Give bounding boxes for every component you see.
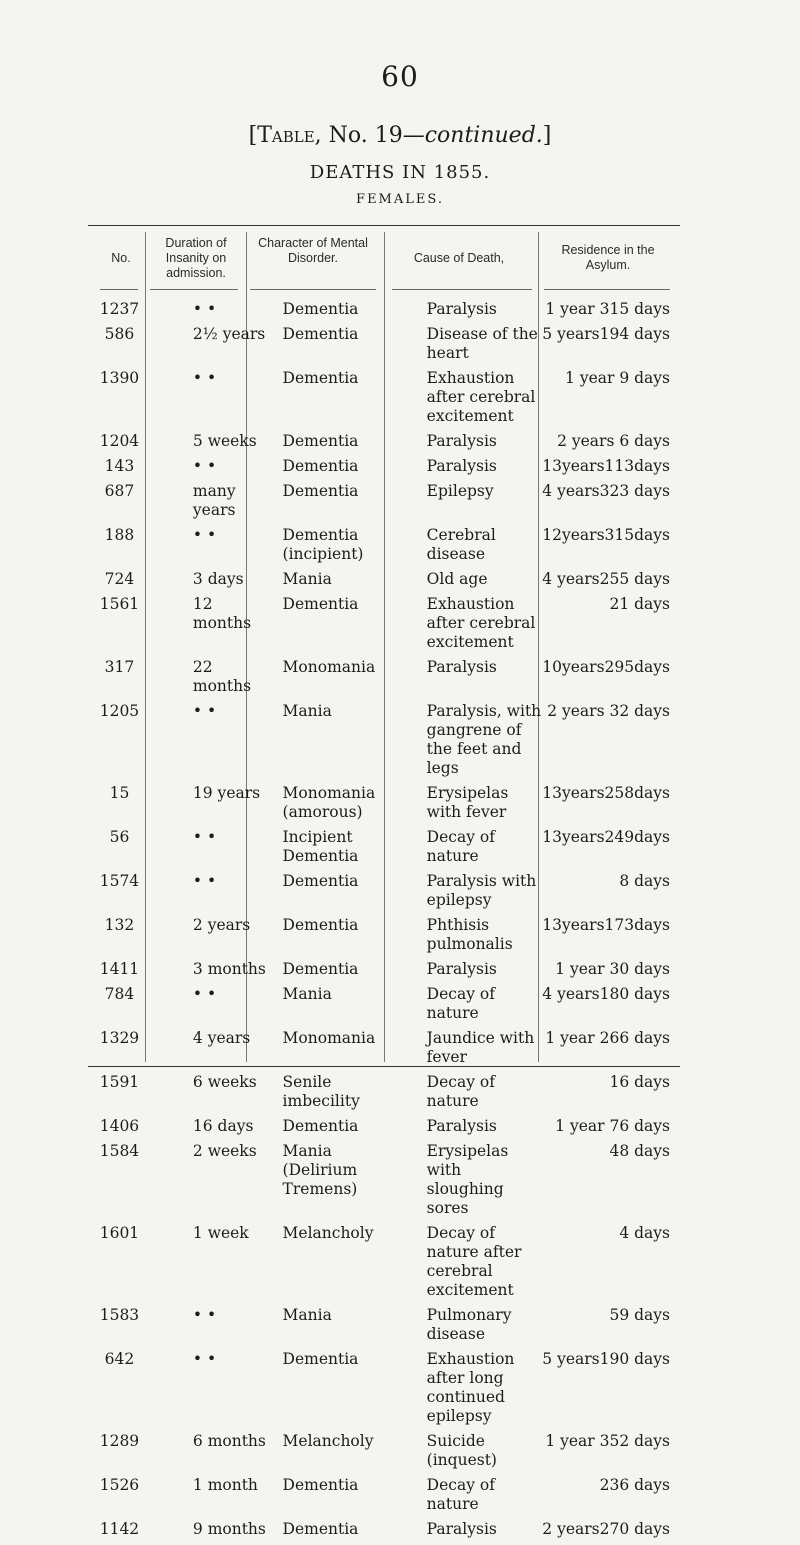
cell-character: Mania — [282, 985, 332, 1003]
cell-residence: 4 years323 days — [542, 482, 670, 500]
cell-character: Mania — [282, 702, 332, 720]
cell-number: 188 — [104, 526, 135, 544]
cell-character: Dementia — [282, 325, 359, 343]
bottom-rule — [88, 1066, 680, 1067]
cell-character: Dementia — [282, 300, 359, 318]
cell-number: 1601 — [99, 1224, 140, 1242]
cell-residence: 2 years270 days — [542, 1520, 670, 1538]
cell-number: 56 — [109, 828, 130, 846]
table-row — [96, 1306, 674, 1350]
table-row — [96, 828, 674, 872]
cell-duration: 19 years — [192, 784, 261, 802]
cell-number: 1204 — [99, 432, 140, 450]
cell-duration: 2 weeks — [192, 1142, 257, 1160]
cell-duration: 1 week — [192, 1224, 249, 1242]
cell-residence: 2 years 32 days — [547, 702, 670, 720]
cell-residence: 1 year 76 days — [555, 1117, 670, 1135]
cell-character: Dementia — [282, 457, 359, 475]
cell-character: Monomania — [282, 658, 376, 676]
header-rule-duration — [150, 289, 238, 290]
table-row — [96, 985, 674, 1029]
cell-number: 1390 — [99, 369, 140, 387]
cell-cause: Exhaustion after long continued epilepsy — [426, 1350, 515, 1425]
cell-cause: Suicide (inquest) — [426, 1432, 497, 1469]
table-row — [96, 1432, 674, 1476]
cell-cause: Paralysis — [426, 1117, 497, 1135]
cell-character: Dementia — [282, 1117, 359, 1135]
cell-number: 1411 — [99, 960, 140, 978]
table-reference — [0, 123, 800, 148]
cell-character: Mania (Delirium Tremens) — [282, 1142, 358, 1198]
cell-residence: 13years249days — [542, 828, 670, 846]
cell-residence: 12years315days — [542, 526, 670, 544]
header-rule-cause — [392, 289, 532, 290]
cell-character: Dementia — [282, 916, 359, 934]
cell-number: 1561 — [99, 595, 140, 613]
cell-number: 724 — [104, 570, 135, 588]
cell-cause: Paralysis — [426, 960, 497, 978]
cell-duration: many years — [192, 482, 236, 519]
table-row — [96, 658, 674, 702]
cell-number: 1591 — [99, 1073, 140, 1091]
cell-cause: Old age — [426, 570, 488, 588]
cell-duration: 12 months — [192, 595, 252, 632]
table-row — [96, 1224, 674, 1306]
cell-number: 1583 — [99, 1306, 140, 1324]
cell-cause: Erysipelas with sloughing sores — [426, 1142, 509, 1217]
cell-duration: • • — [192, 702, 217, 720]
cell-duration: • • — [192, 1306, 217, 1324]
table-row — [96, 369, 674, 432]
cell-duration: 5 weeks — [192, 432, 257, 450]
table-row — [96, 1350, 674, 1432]
table-row — [96, 784, 674, 828]
cell-duration: 6 weeks — [192, 1073, 257, 1091]
page-number: 60 — [381, 60, 419, 93]
cell-residence: 4 years180 days — [542, 985, 670, 1003]
cell-number: 1574 — [99, 872, 140, 890]
cell-cause: Phthisis pulmonalis — [426, 916, 513, 953]
cell-number: 1584 — [99, 1142, 140, 1160]
cell-residence: 13years113days — [542, 457, 670, 475]
cell-cause: Decay of nature after cerebral excitement — [426, 1224, 522, 1299]
table-row — [96, 300, 674, 325]
cell-number: 15 — [109, 784, 130, 802]
deaths-table — [96, 300, 674, 1545]
cell-residence: 5 years194 days — [542, 325, 670, 343]
table-row — [96, 1117, 674, 1142]
header-cause: Cause of Death, — [413, 251, 505, 265]
cell-character: Melancholy — [282, 1224, 374, 1242]
cell-residence: 48 days — [609, 1142, 670, 1160]
cell-duration: • • — [192, 369, 217, 387]
table-row — [96, 1142, 674, 1224]
cell-residence: 1 year 315 days — [545, 300, 670, 318]
table-ref-close: ] — [542, 123, 552, 148]
table-ref-word: Table — [257, 123, 315, 148]
cell-character: Dementia — [282, 960, 359, 978]
cell-number: 1526 — [99, 1476, 140, 1494]
cell-duration: • • — [192, 300, 217, 318]
cell-number: 1406 — [99, 1117, 140, 1135]
table-row — [96, 872, 674, 916]
cell-cause: Paralysis — [426, 1520, 497, 1538]
table-row — [96, 457, 674, 482]
cell-cause: Decay of nature — [426, 985, 495, 1022]
cell-cause: Cerebral disease — [426, 526, 496, 563]
table-ref-number: , No. 19 — [314, 123, 403, 148]
cell-residence: 4 days — [619, 1224, 670, 1242]
cell-cause: Erysipelas with fever — [426, 784, 509, 821]
cell-duration: • • — [192, 1350, 217, 1368]
cell-character: Dementia — [282, 432, 359, 450]
cell-cause: Paralysis — [426, 457, 497, 475]
table-ref-continued: —continued. — [402, 123, 543, 148]
cell-cause: Decay of nature — [426, 1073, 495, 1110]
cell-residence: 13years173days — [542, 916, 670, 934]
cell-residence: 236 days — [599, 1476, 670, 1494]
table-row — [96, 526, 674, 570]
header-residence: Residence in the Asylum. — [561, 243, 655, 272]
table-row — [96, 916, 674, 960]
cell-number: 1329 — [99, 1029, 140, 1047]
cell-residence: 59 days — [609, 1306, 670, 1324]
cell-number: 784 — [104, 985, 135, 1003]
header-rule-character — [250, 289, 376, 290]
cell-residence: 21 days — [609, 595, 670, 613]
header-character: Character of Mental Disorder. — [258, 236, 368, 265]
header-no: No. — [111, 251, 131, 265]
cell-residence: 1 year 352 days — [545, 1432, 670, 1450]
cell-number: 317 — [104, 658, 135, 676]
cell-cause: Pulmonary disease — [426, 1306, 512, 1343]
cell-cause: Exhaustion after cerebral excitement — [426, 369, 536, 425]
cell-residence: 8 days — [619, 872, 670, 890]
cell-character: Senile imbecility — [282, 1073, 360, 1110]
cell-duration: • • — [192, 828, 217, 846]
cell-duration: • • — [192, 457, 217, 475]
cell-duration: • • — [192, 526, 217, 544]
cell-character: Dementia — [282, 595, 359, 613]
cell-cause: Exhaustion after cerebral excitement — [426, 595, 536, 651]
header-duration: Duration of Insanity on admission. — [165, 236, 227, 280]
cell-residence: 1 year 9 days — [565, 369, 670, 387]
table-row — [96, 595, 674, 658]
cell-character: Mania — [282, 570, 332, 588]
cell-number: 1205 — [99, 702, 140, 720]
cell-cause: Paralysis — [426, 300, 497, 318]
cell-character: Dementia (incipient) — [282, 526, 364, 563]
cell-character: Melancholy — [282, 1432, 374, 1450]
cell-character: Dementia — [282, 1520, 359, 1538]
cell-duration: 3 months — [192, 960, 266, 978]
cell-residence: 4 years255 days — [542, 570, 670, 588]
header-rule-no — [100, 289, 138, 290]
cell-number: 132 — [104, 916, 135, 934]
header-rule-residence — [544, 289, 670, 290]
table-row — [96, 432, 674, 457]
table-subtitle: DEATHS IN 1855. — [309, 162, 491, 183]
cell-cause: Paralysis with epilepsy — [426, 872, 537, 909]
cell-duration: 2 years — [192, 916, 251, 934]
table-row — [96, 570, 674, 595]
cell-number: 642 — [104, 1350, 135, 1368]
cell-number: 1237 — [99, 300, 140, 318]
table-row — [96, 482, 674, 526]
cell-duration: • • — [192, 985, 217, 1003]
cell-character: Incipient Dementia — [282, 828, 359, 865]
cell-cause: Paralysis, with gangrene of the feet and legs — [426, 702, 542, 777]
cell-residence: 2 years 6 days — [557, 432, 670, 450]
cell-residence: 5 years190 days — [542, 1350, 670, 1368]
cell-cause: Disease of the heart — [426, 325, 538, 362]
cell-character: Dementia — [282, 482, 359, 500]
cell-number: 1289 — [99, 1432, 140, 1450]
cell-cause: Decay of nature — [426, 1476, 495, 1513]
cell-character: Monomania — [282, 1029, 376, 1047]
cell-duration: 3 days — [192, 570, 244, 588]
cell-number: 143 — [104, 457, 135, 475]
table-row — [96, 325, 674, 369]
table-row — [96, 1520, 674, 1545]
cell-duration: 9 months — [192, 1520, 266, 1538]
cell-character: Dementia — [282, 872, 359, 890]
cell-duration: 16 days — [192, 1117, 254, 1135]
table-row — [96, 1476, 674, 1520]
cell-character: Dementia — [282, 1350, 359, 1368]
cell-duration: 2½ years — [192, 325, 266, 343]
cell-residence: 16 days — [609, 1073, 670, 1091]
cell-number: 586 — [104, 325, 135, 343]
cell-residence: 1 year 30 days — [555, 960, 670, 978]
cell-duration: 22 months — [192, 658, 252, 695]
cell-residence: 1 year 266 days — [545, 1029, 670, 1047]
table-row — [96, 702, 674, 784]
section-heading: FEMALES. — [356, 192, 444, 207]
cell-duration: • • — [192, 872, 217, 890]
cell-duration: 4 years — [192, 1029, 251, 1047]
cell-cause: Jaundice with fever — [426, 1029, 535, 1066]
cell-duration: 1 month — [192, 1476, 258, 1494]
table-row — [96, 1073, 674, 1117]
table-row — [96, 960, 674, 985]
cell-character: Dementia — [282, 1476, 359, 1494]
cell-cause: Decay of nature — [426, 828, 495, 865]
cell-duration: 6 months — [192, 1432, 266, 1450]
cell-cause: Epilepsy — [426, 482, 494, 500]
cell-number: 687 — [104, 482, 135, 500]
cell-residence: 13years258days — [542, 784, 670, 802]
cell-character: Monomania (amorous) — [282, 784, 376, 821]
cell-residence: 10years295days — [542, 658, 670, 676]
cell-cause: Paralysis — [426, 432, 497, 450]
cell-number: 1142 — [99, 1520, 140, 1538]
top-rule — [88, 225, 680, 226]
table-ref-open: [ — [248, 123, 258, 148]
cell-cause: Paralysis — [426, 658, 497, 676]
cell-character: Dementia — [282, 369, 359, 387]
cell-character: Mania — [282, 1306, 332, 1324]
